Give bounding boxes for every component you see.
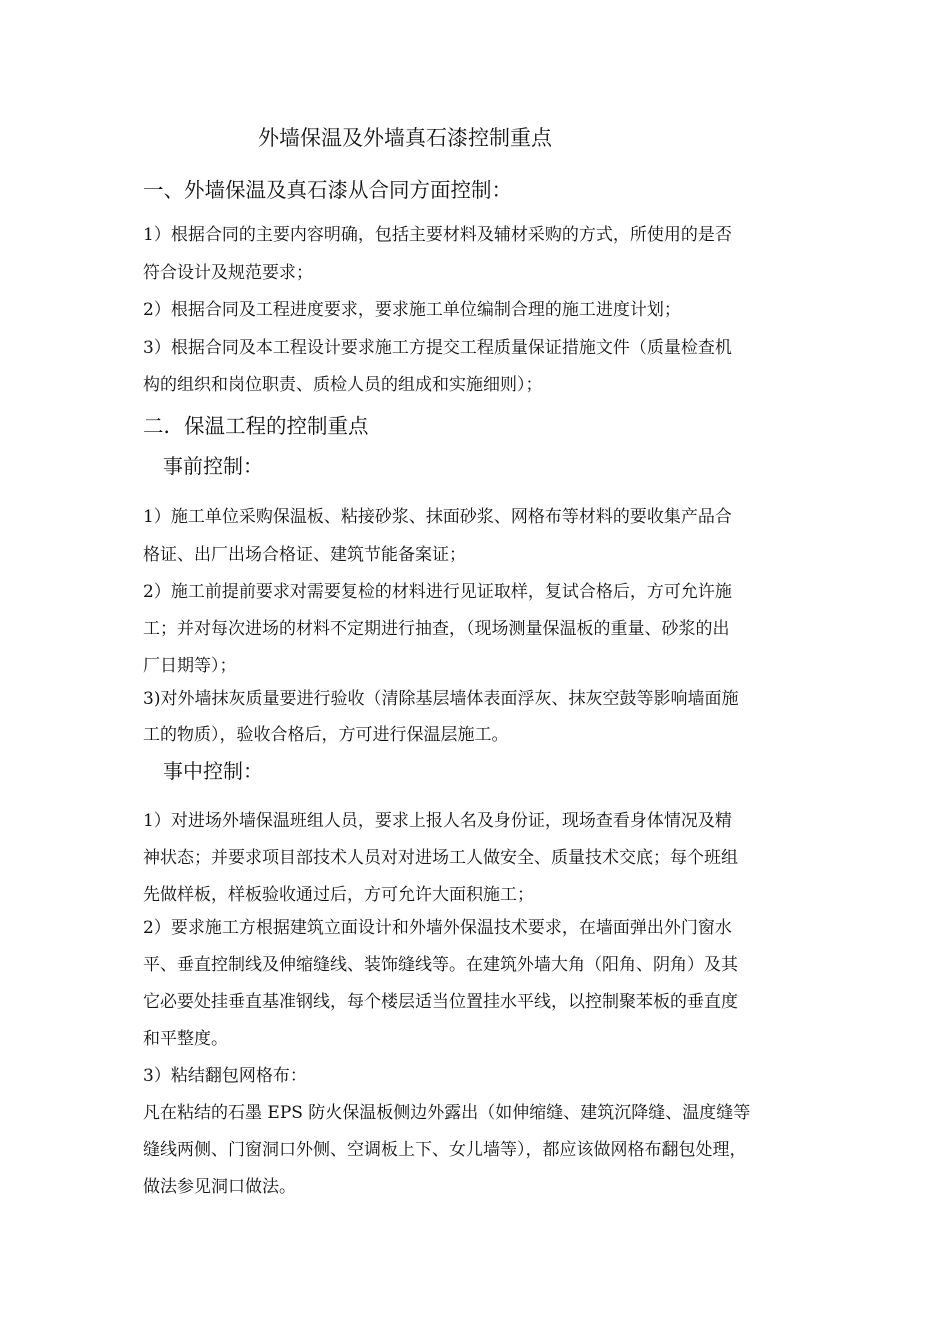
section-1-item-3-line-2: 构的组织和岗位职责、质检人员的组成和实施细则）； (143, 375, 543, 395)
section-1-item-2-line-1: 2）根据合同及工程进度要求，要求施工单位编制合理的施工进度计划； (143, 300, 681, 320)
document-title: 外墙保温及外墙真石漆控制重点 (258, 126, 552, 150)
pre-control-item-1-line-1: 1）施工单位采购保温板、粘接砂浆、抹面砂浆、网格布等材料的要收集产品合 (143, 507, 732, 527)
pre-control-item-3-line-1: 3)对外墙抹灰质量要进行验收（清除基层墙体表面浮灰、抹灰空鼓等影响墙面施 (143, 689, 739, 709)
mid-control-item-1-line-3: 先做样板，样板验收通过后，方可允许大面积施工； (143, 885, 534, 905)
section-1-item-3-line-1: 3）根据合同及本工程设计要求施工方提交工程质量保证措施文件（质量检查机 (143, 338, 732, 358)
mid-control-item-2-line-4: 和平整度。 (143, 1029, 228, 1049)
mid-control-item-4-line-3: 做法参见洞口做法。 (143, 1177, 296, 1197)
mid-control-item-4-line-1: 凡在粘结的石墨 EPS 防火保温板侧边外露出（如伸缩缝、建筑沉降缝、温度缝等 (143, 1103, 751, 1123)
pre-control-item-3-line-2: 工的物质），验收合格后，方可进行保温层施工。 (143, 725, 509, 745)
mid-control-item-1-line-1: 1）对进场外墙保温班组人员，要求上报人名及身份证，现场查看身体情况及精 (143, 811, 732, 831)
mid-control-item-4-line-2: 缝线两侧、门窗洞口外侧、空调板上下、女儿墙等），都应该做网格布翻包处理， (143, 1140, 747, 1160)
pre-control-item-2-line-3: 厂日期等）； (143, 656, 237, 676)
mid-control-item-2-line-1: 2）要求施工方根据建筑立面设计和外墙外保温技术要求，在墙面弹出外门窗水 (143, 918, 732, 938)
pre-control-item-2-line-2: 工；并对每次进场的材料不定期进行抽查，（现场测量保温板的重量、砂浆的出 (143, 619, 730, 639)
section-1-item-1-line-1: 1）根据合同的主要内容明确，包括主要材料及辅材采购的方式，所使用的是否 (143, 225, 732, 245)
mid-control-item-2-line-3: 它必要处挂垂直基准钢线，每个楼层适当位置挂水平线，以控制聚苯板的垂直度 (143, 992, 738, 1012)
pre-control-heading: 事前控制： (163, 454, 263, 478)
section-1-heading: 一、外墙保温及真石漆从合同方面控制： (143, 178, 512, 202)
mid-control-heading: 事中控制： (163, 759, 263, 783)
section-1-item-1-line-2: 符合设计及规范要求； (143, 263, 313, 283)
mid-control-item-1-line-2: 神状态；并要求项目部技术人员对对进场工人做安全、质量技术交底；每个班组 (143, 848, 738, 868)
mid-control-item-2-line-2: 平、垂直控制线及伸缩缝线、装饰缝线等。在建筑外墙大角（阳角、阴角）及其 (143, 955, 738, 975)
section-2-heading: 二．保温工程的控制重点 (143, 414, 369, 438)
pre-control-item-2-line-1: 2）施工前提前要求对需要复检的材料进行见证取样，复试合格后，方可允许施 (143, 582, 732, 602)
pre-control-item-1-line-2: 格证、出厂出场合格证、建筑节能备案证； (143, 545, 466, 565)
mid-control-item-3-line-1: 3）粘结翻包网格布： (143, 1066, 307, 1086)
